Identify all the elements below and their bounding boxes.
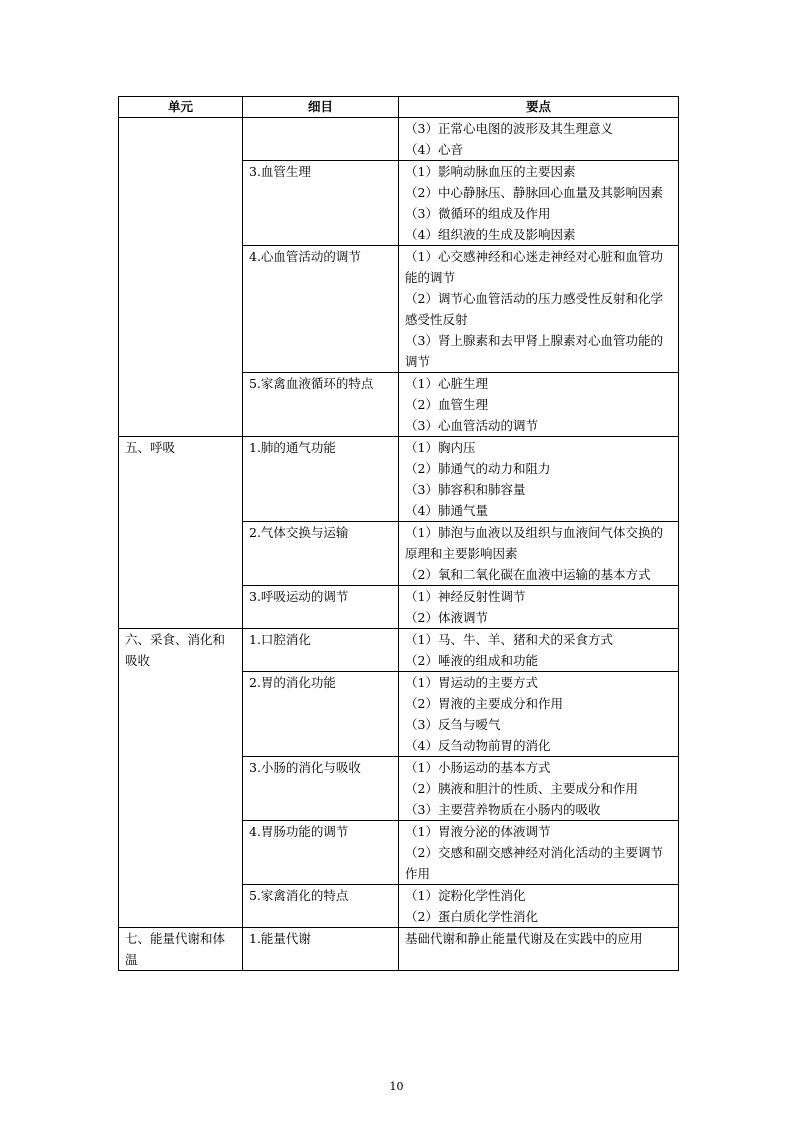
item-cell: 5.家禽血液循环的特点	[243, 373, 399, 437]
point-line: （3）正常心电图的波形及其生理意义	[405, 121, 613, 136]
points-cell	[399, 118, 679, 161]
item-cell: 1.能量代谢	[243, 928, 399, 971]
item-cell: 3.小肠的消化与吸收	[243, 757, 399, 821]
point-line: （3）心血管活动的调节	[405, 418, 538, 433]
points-cell	[399, 885, 679, 928]
point-line: （2）胰液和胆汁的性质、主要成分和作用	[405, 781, 638, 796]
header-item: 细目	[243, 97, 399, 118]
table-row	[119, 928, 679, 971]
point-line: （1）淀粉化学性消化	[405, 888, 526, 903]
point-line: （2）唾液的组成和功能	[405, 653, 538, 668]
table-row	[119, 118, 679, 161]
point-line: （2）肺通气的动力和阻力	[405, 461, 551, 476]
point-line: （1）胃运动的主要方式	[405, 675, 538, 690]
item-cell	[243, 118, 399, 161]
points-cell	[399, 161, 679, 246]
point-line: （2）血管生理	[405, 397, 488, 412]
points-cell	[399, 821, 679, 885]
points-cell	[399, 246, 679, 373]
item-cell: 5.家禽消化的特点	[243, 885, 399, 928]
point-line: （2）蛋白质化学性消化	[405, 909, 538, 924]
points-cell	[399, 757, 679, 821]
header-row	[119, 97, 679, 118]
table-row	[119, 629, 679, 672]
point-line: （4）心音	[405, 142, 463, 157]
unit-cell: 七、能量代谢和体温	[119, 928, 243, 971]
point-line: （1）小肠运动的基本方式	[405, 760, 551, 775]
points-cell	[399, 629, 679, 672]
point-line: （3）肾上腺素和去甲肾上腺素对心血管功能的调节	[405, 333, 663, 369]
unit-cell: 六、采食、消化和吸收	[119, 629, 243, 928]
item-cell: 3.呼吸运动的调节	[243, 586, 399, 629]
header-unit: 单元	[119, 97, 243, 118]
points-cell	[399, 437, 679, 522]
item-cell: 1.肺的通气功能	[243, 437, 399, 522]
point-line: （3）肺容积和肺容量	[405, 482, 526, 497]
point-line: （1）胸内压	[405, 440, 476, 455]
point-line: （2）调节心血管活动的压力感受性反射和化学感受性反射	[405, 291, 663, 327]
item-cell: 4.胃肠功能的调节	[243, 821, 399, 885]
page-number: 10	[389, 1080, 404, 1093]
points-cell	[399, 928, 679, 971]
unit-cell	[119, 118, 243, 437]
table-row	[119, 437, 679, 522]
points-cell	[399, 586, 679, 629]
point-line: （3）微循环的组成及作用	[405, 206, 551, 221]
point-line: （1）心交感神经和心迷走神经对心脏和血管功能的调节	[405, 249, 663, 285]
point-line: （2）胃液的主要成分和作用	[405, 696, 563, 711]
item-cell: 3.血管生理	[243, 161, 399, 246]
point-line: （3）主要营养物质在小肠内的吸收	[405, 802, 601, 817]
point-line: （1）影响动脉血压的主要因素	[405, 164, 576, 179]
point-line: 基础代谢和静止能量代谢及在实践中的应用	[405, 931, 643, 946]
point-line: （1）心脏生理	[405, 376, 488, 391]
point-line: （2）中心静脉压、静脉回心血量及其影响因素	[405, 185, 663, 200]
point-line: （1）马、牛、羊、猪和犬的采食方式	[405, 632, 613, 647]
point-line: （1）胃液分泌的体液调节	[405, 824, 551, 839]
point-line: （1）肺泡与血液以及组织与血液间气体交换的原理和主要影响因素	[405, 525, 663, 561]
points-cell	[399, 672, 679, 757]
point-line: （4）反刍动物前胃的消化	[405, 738, 551, 753]
point-line: （4）肺通气量	[405, 503, 488, 518]
unit-cell: 五、呼吸	[119, 437, 243, 629]
points-cell	[399, 373, 679, 437]
point-line: （2）体液调节	[405, 610, 488, 625]
point-line: （4）组织液的生成及影响因素	[405, 227, 576, 242]
syllabus-table	[118, 96, 679, 971]
item-cell: 4.心血管活动的调节	[243, 246, 399, 373]
point-line: （2）交感和副交感神经对消化活动的主要调节作用	[405, 845, 663, 881]
point-line: （2）氧和二氧化碳在血液中运输的基本方式	[405, 567, 651, 582]
points-cell	[399, 522, 679, 586]
item-cell: 2.气体交换与运输	[243, 522, 399, 586]
item-cell: 1.口腔消化	[243, 629, 399, 672]
item-cell: 2.胃的消化功能	[243, 672, 399, 757]
point-line: （3）反刍与嗳气	[405, 717, 501, 732]
header-point: 要点	[399, 97, 679, 118]
point-line: （1）神经反射性调节	[405, 589, 526, 604]
